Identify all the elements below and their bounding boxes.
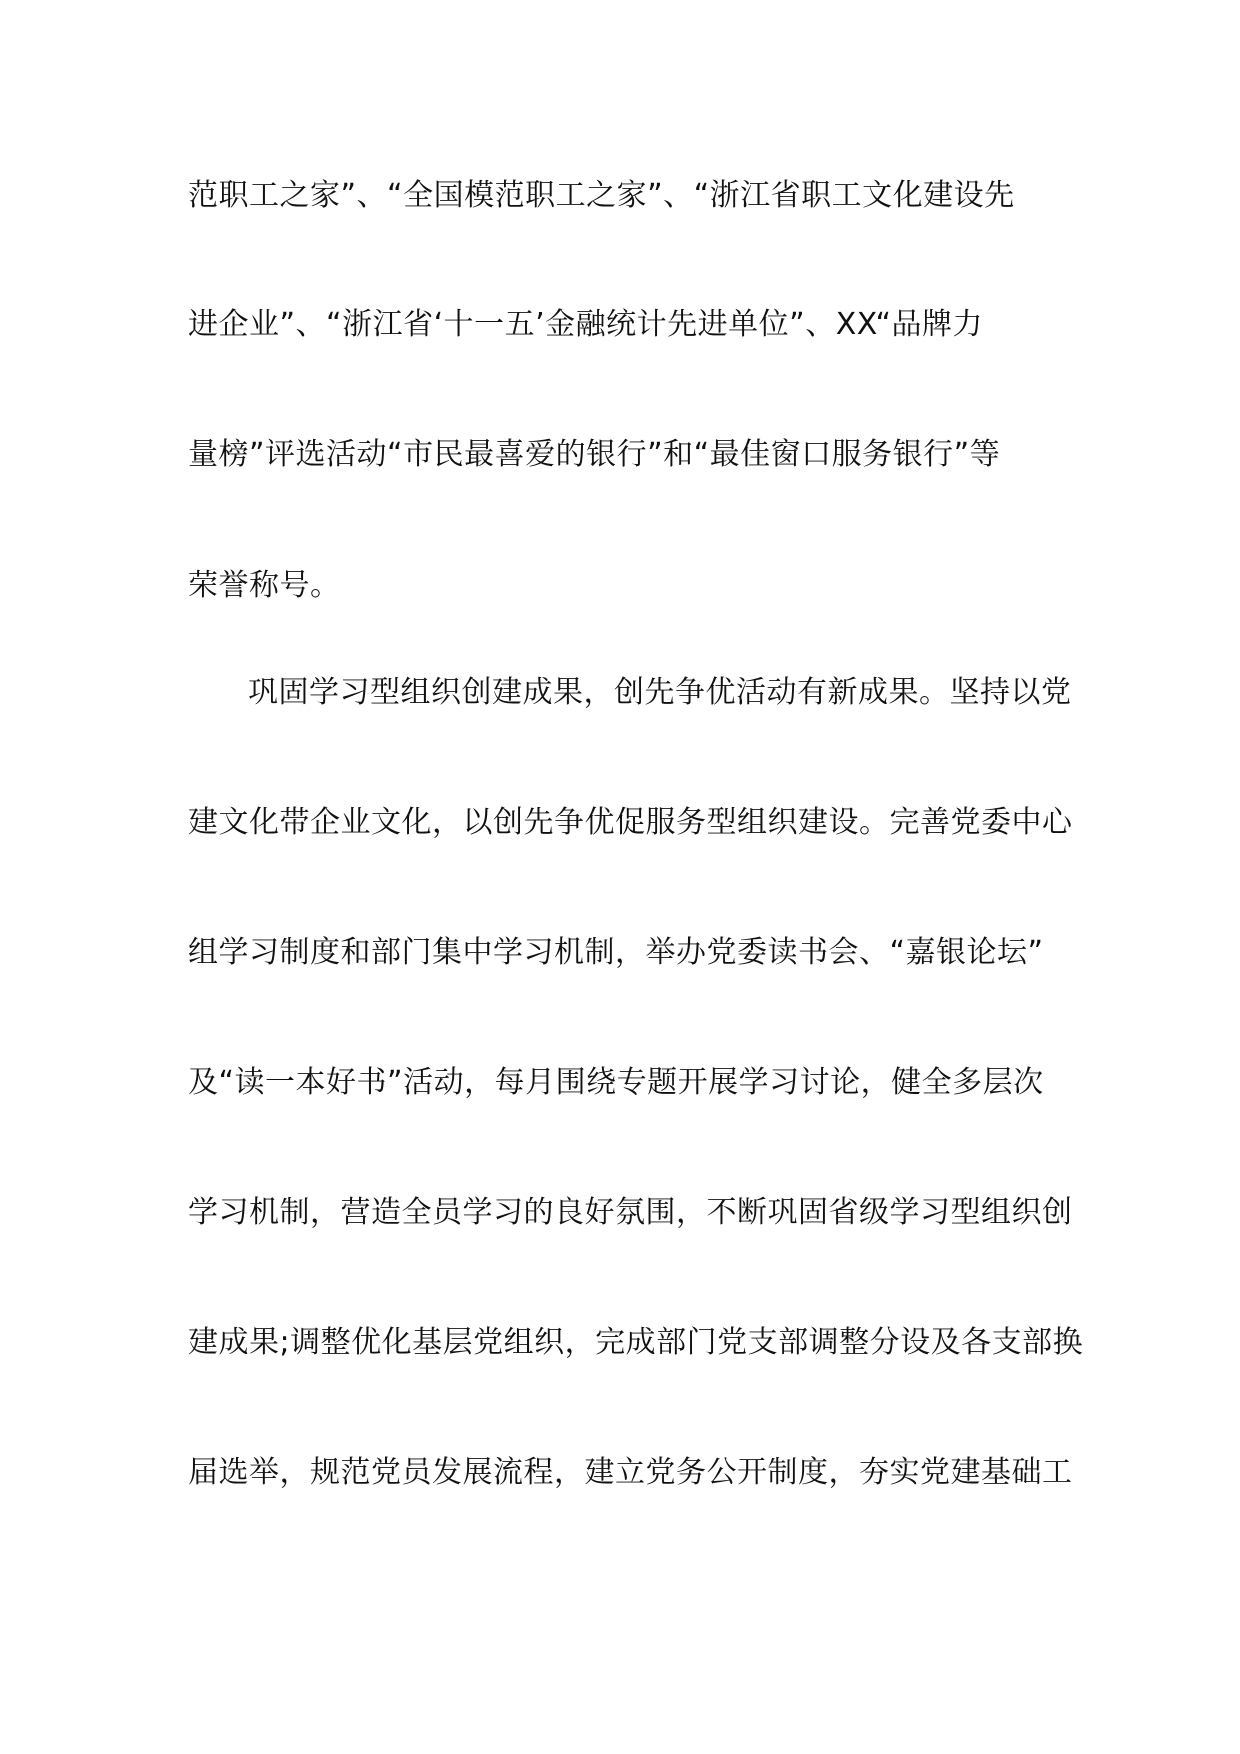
text-line-7: 组学习制度和部门集中学习机制，举办党委读书会、“嘉银论坛”	[188, 935, 1044, 970]
text-line-6: 建文化带企业文化，以创先争优促服务型组织建设。完善党委中心	[188, 805, 1073, 840]
text-line-3: 量榜”评选活动“市民最喜爱的银行”和“最佳窗口服务银行”等	[188, 437, 1001, 472]
text-line-5: 巩固学习型组织创建成果，创先争优活动有新成果。坚持以党	[248, 675, 1072, 710]
text-line-1: 范职工之家”、“全国模范职工之家”、“浙江省职工文化建设先	[188, 178, 1015, 213]
text-line-4: 荣誉称号。	[188, 568, 341, 603]
text-line-11: 届选举，规范党员发展流程，建立党务公开制度，夯实党建基础工	[188, 1455, 1073, 1490]
text-line-8: 及“读一本好书”活动，每月围绕专题开展学习讨论，健全多层次	[188, 1065, 1044, 1100]
text-line-10: 建成果;调整优化基层党组织，完成部门党支部调整分设及各支部换	[188, 1325, 1084, 1360]
text-line-2: 进企业”、“浙江省‘十一五’金融统计先进单位”、XX“品牌力	[188, 307, 984, 342]
text-line-9: 学习机制，营造全员学习的良好氛围，不断巩固省级学习型组织创	[188, 1195, 1073, 1230]
